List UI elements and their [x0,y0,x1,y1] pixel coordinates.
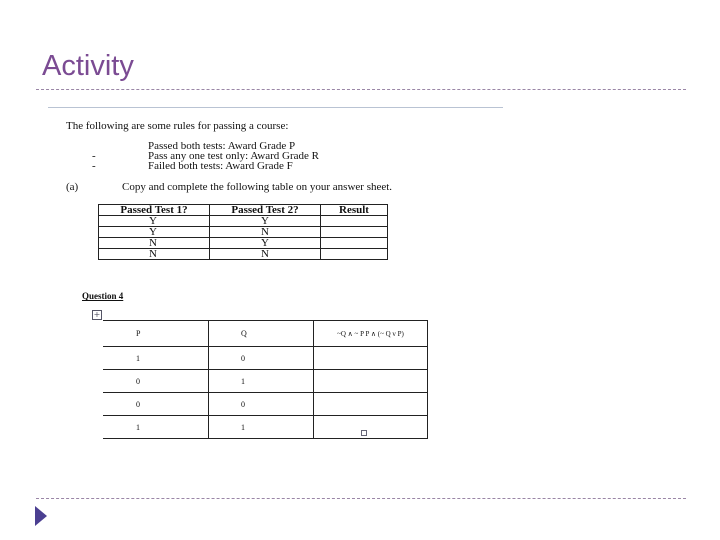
table-row [99,249,388,260]
table-cell: 0 [209,393,314,416]
rule-text: Pass any one test only: Award Grade R [148,150,319,162]
table-cell: Y [99,216,210,227]
table-cell: 1 [209,370,314,393]
table-cell [321,238,388,249]
rule-bullet: - [92,160,96,172]
table-cell: N [210,249,321,260]
table-header-row [99,205,388,216]
table-cell [314,416,428,439]
question-a-label: (a) [66,181,79,193]
truth-table [103,320,428,439]
table-cell [321,249,388,260]
table-header-cell: Q [209,321,314,347]
table-resize-handle-icon[interactable] [361,430,367,436]
table-row [103,393,428,416]
table-cell: 0 [103,370,209,393]
rules-intro: The following are some rules for passing a course: [66,120,289,132]
table-cell [321,227,388,238]
table-cell [321,216,388,227]
grade-table [98,204,388,260]
table-cell: N [99,238,210,249]
table-cell [314,347,428,370]
rule-text: Failed both tests: Award Grade F [148,160,293,172]
table-cell [314,393,428,416]
bottom-divider [36,498,686,499]
rule-text: Passed both tests: Award Grade P [148,140,296,152]
top-divider [36,89,686,90]
table-cell: Y [210,216,321,227]
table-header-cell: ~Q ∧ ~ P P ∧ (~ Q v P) [314,321,428,347]
table-row [99,227,388,238]
table-row [103,347,428,370]
table-cell: Y [210,238,321,249]
table-cell: 1 [103,347,209,370]
table-cell: 1 [103,416,209,439]
table-cell: Y [99,227,210,238]
question-4-label: Question 4 [82,291,124,301]
table-cell: 0 [209,347,314,370]
table-header-cell: Passed Test 1? [99,205,210,216]
table-header-cell: Result [321,205,388,216]
table-row [103,370,428,393]
table-cell: N [210,227,321,238]
play-arrow-icon [35,506,47,526]
table-cell [314,370,428,393]
table-header-cell: P [103,321,209,347]
table-header-cell: Passed Test 2? [210,205,321,216]
table-move-handle-icon[interactable]: + [93,310,101,319]
table-row [99,238,388,249]
document-top-rule [48,107,503,108]
table-row [99,216,388,227]
table-header-row [103,321,428,347]
slide-title: Activity [42,50,134,82]
question-a-text: Copy and complete the following table on your answer sheet. [122,181,393,193]
table-cell: 0 [103,393,209,416]
rule-bullet: - [92,150,96,162]
table-cell: 1 [209,416,314,439]
table-cell: N [99,249,210,260]
table-row [103,416,428,439]
